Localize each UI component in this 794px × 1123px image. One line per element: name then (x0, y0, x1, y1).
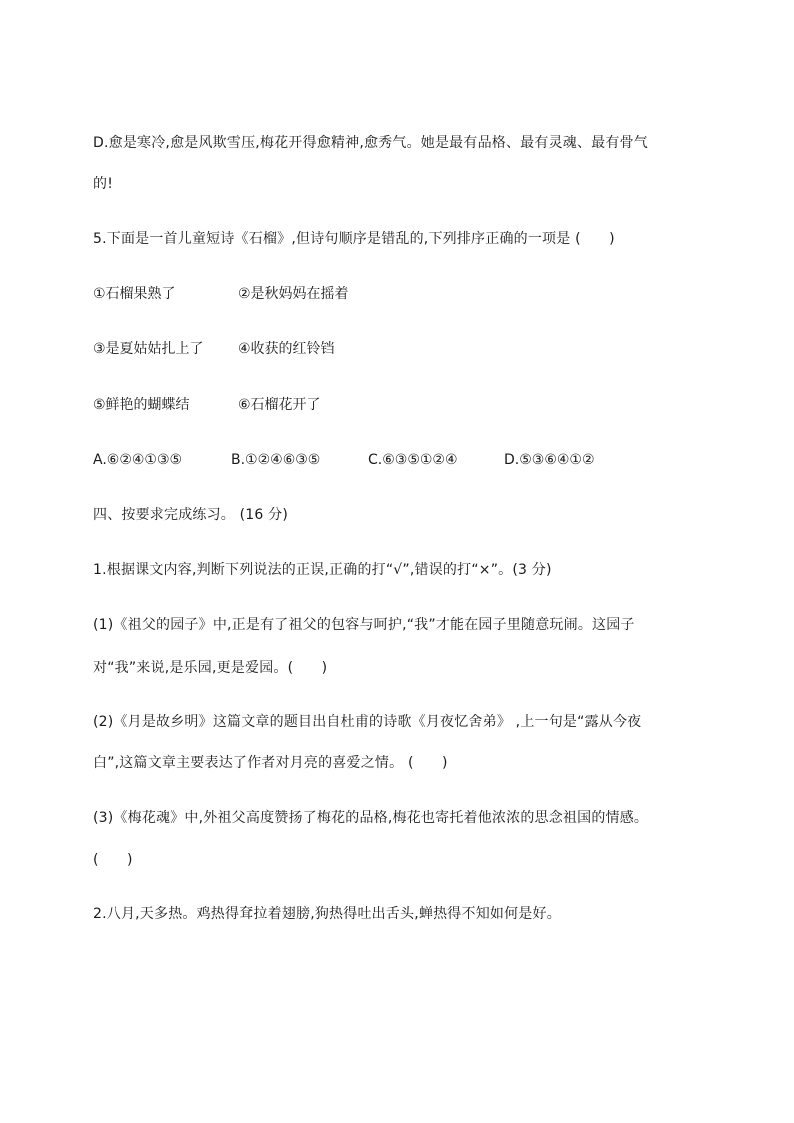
q5-stem: 5.下面是一首儿童短诗《石榴》,但诗句顺序是错乱的,下列排序正确的一项是 ( ) (93, 231, 615, 247)
judge-item-3-line2: ( ) (93, 852, 133, 868)
q5-choice-b: B.①②④⑥③⑤ (231, 452, 321, 468)
q5-verse-2: ②是秋妈妈在摇着 (238, 286, 349, 302)
q5-verse-4: ④收获的红铃铛 (238, 341, 335, 357)
section4-heading: 四、按要求完成练习。 (16 分) (93, 507, 289, 523)
q5-verse-1: ①石榴果熟了 (93, 286, 176, 302)
q5-choice-d: D.⑤③⑥④①② (504, 452, 595, 468)
q5-choice-c: C.⑥③⑤①②④ (368, 452, 458, 468)
judge-item-1-line1: (1)《祖父的园子》中,正是有了祖父的包容与呵护,“我”才能在园子里随意玩闹。这园子 (93, 617, 635, 633)
q5-verse-6: ⑥石榴花开了 (238, 397, 321, 413)
section4-q1-stem: 1.根据课文内容,判断下列说法的正误,正确的打“√”,错误的打“×”。(3 分) (93, 562, 552, 578)
q5-choice-a: A.⑥②④①③⑤ (93, 452, 183, 468)
q4-option-d-line1: D.愈是寒冷,愈是风欺雪压,梅花开得愈精神,愈秀气。她是最有品格、最有灵魂、最有骨气 (93, 135, 648, 151)
judge-item-1-line2: 对“我”来说,是乐园,更是爱园。( ) (93, 660, 328, 676)
section4-q2-text: 2.八月,天多热。鸡热得耷拉着翅膀,狗热得吐出舌头,蝉热得不知如何是好。 (93, 906, 561, 922)
judge-item-3-line1: (3)《梅花魂》中,外祖父高度赞扬了梅花的品格,梅花也寄托着他浓浓的思念祖国的情感。 (93, 810, 649, 826)
judge-item-2-line2: 白”,这篇文章主要表达了作者对月亮的喜爱之情。 ( ) (93, 755, 448, 771)
q5-verse-3: ③是夏姑姑扎上了 (93, 341, 204, 357)
q5-verse-5: ⑤鲜艳的蝴蝶结 (93, 397, 190, 413)
judge-item-2-line1: (2)《月是故乡明》这篇文章的题目出自杜甫的诗歌《月夜忆舍弟》 ,上一句是“露从今夜 (93, 714, 642, 730)
q4-option-d-line2: 的! (93, 176, 114, 192)
